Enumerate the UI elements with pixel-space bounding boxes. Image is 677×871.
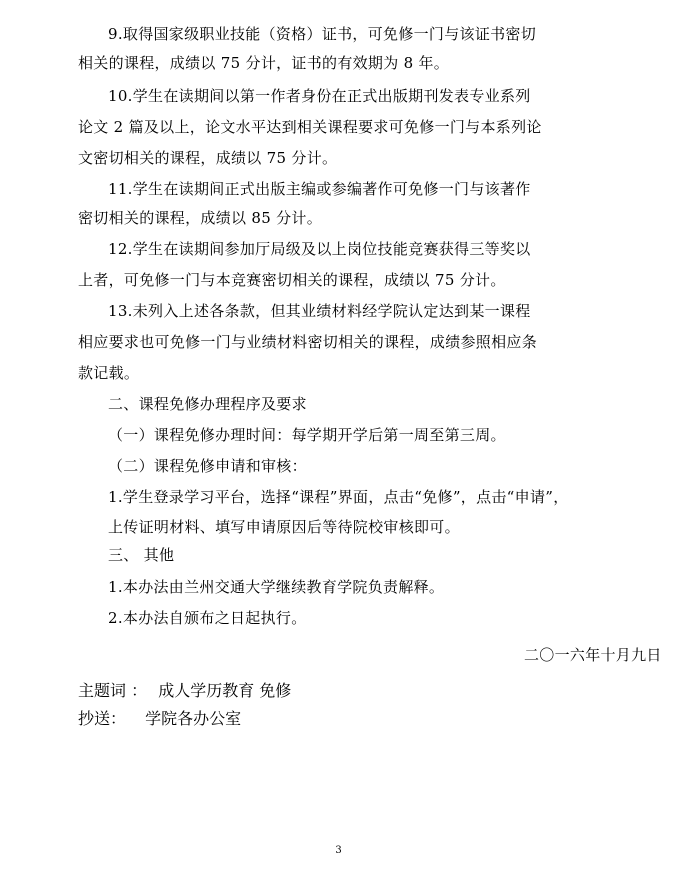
text-line: 2.本办法自颁布之日起执行。 xyxy=(108,609,307,627)
keywords-label: 主题词 ： xyxy=(78,681,148,700)
text-line: 13.未列入上述各条款，但其业绩材料经学院认定达到某一课程 xyxy=(108,302,531,320)
keywords-value: 成人学历教育 免修 xyxy=(158,681,292,700)
text-line: 9.取得国家级职业技能（资格）证书，可免修一门与该证书密切 xyxy=(108,25,537,43)
cc-line xyxy=(78,708,241,730)
text-line: 上传证明材料、填写申请原因后等待院校审核即可。 xyxy=(108,518,460,536)
text-line: 上者，可免修一门与本竞赛密切相关的课程，成绩以 75 分计。 xyxy=(78,271,506,289)
text-line: 文密切相关的课程，成绩以 75 分计。 xyxy=(78,149,338,167)
text-line: 10.学生在读期间以第一作者身份在正式出版期刊发表专业系列 xyxy=(108,87,531,105)
text-line: 款记载。 xyxy=(78,364,140,382)
text-line: 密切相关的课程，成绩以 85 分计。 xyxy=(78,209,323,227)
text-line: 相应要求也可免修一门与业绩材料密切相关的课程，成绩参照相应条 xyxy=(78,333,538,351)
page-number: 3 xyxy=(335,845,342,856)
text-line: （一）课程免修办理时间：每学期开学后第一周至第三周。 xyxy=(108,426,506,444)
text-line: 1.本办法由兰州交通大学继续教育学院负责解释。 xyxy=(108,578,445,596)
document-date: 二〇一六年十月九日 xyxy=(524,646,662,664)
section-heading: 二、课程免修办理程序及要求 xyxy=(108,395,307,413)
text-line: 相关的课程，成绩以 75 分计，证书的有效期为 8 年。 xyxy=(78,54,450,72)
text-line: （二）课程免修申请和审核： xyxy=(108,457,307,475)
keywords-line xyxy=(78,680,291,702)
section-heading: 三、 其他 xyxy=(108,546,175,564)
cc-value: 学院各办公室 xyxy=(145,709,242,728)
text-line: 1.学生登录学习平台，选择“课程”界面，点击“免修”，点击“申请”， xyxy=(108,488,569,506)
text-line: 11.学生在读期间正式出版主编或参编著作可免修一门与该著作 xyxy=(108,180,531,198)
text-line: 论文 2 篇及以上，论文水平达到相关课程要求可免修一门与本系列论 xyxy=(78,118,542,136)
text-line: 12.学生在读期间参加厅局级及以上岗位技能竞赛获得三等奖以 xyxy=(108,240,531,258)
cc-label: 抄送： xyxy=(78,709,127,728)
